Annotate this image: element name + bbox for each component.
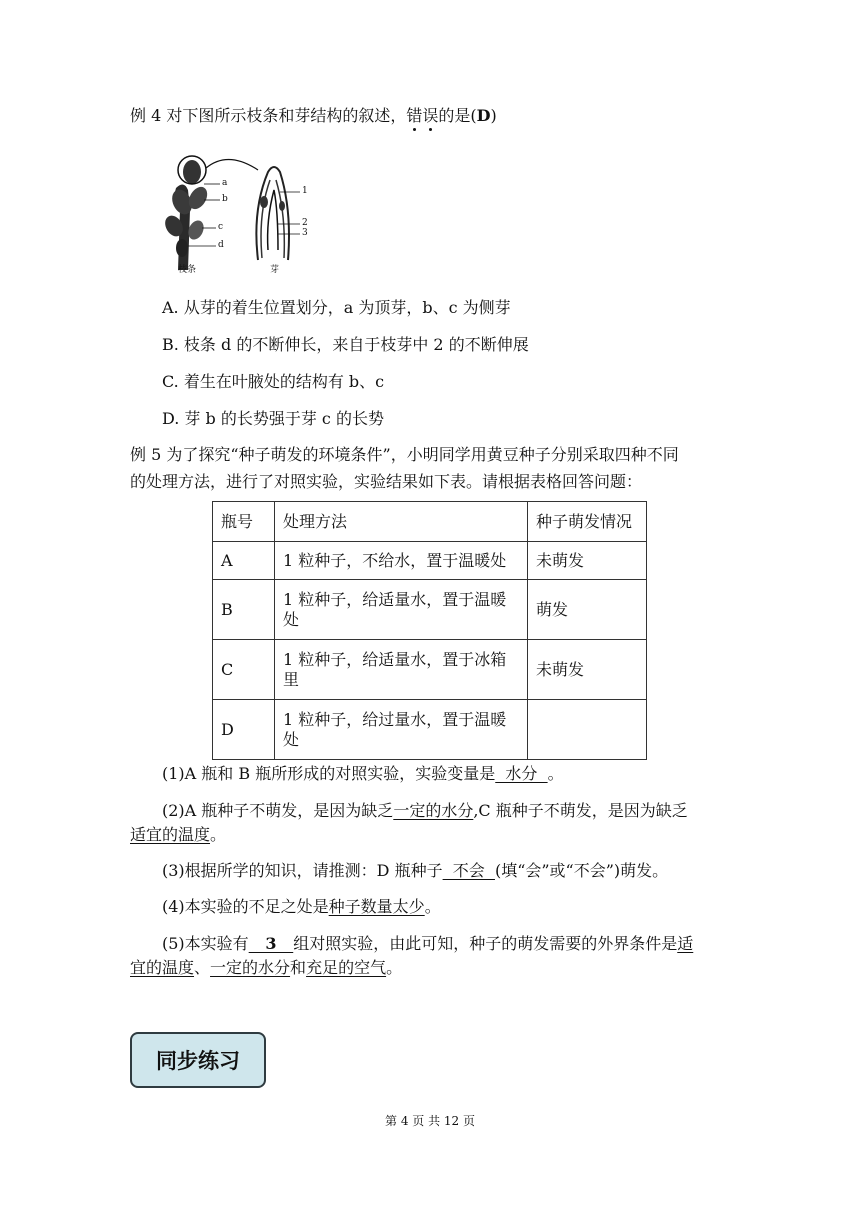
question-4: (4)本实验的不足之处是种子数量太少。	[162, 897, 441, 916]
option-a: A. 从芽的着生位置划分，a 为顶芽，b、c 为侧芽	[162, 298, 511, 317]
emphasis-char: 误	[422, 106, 439, 125]
answer-blank: 适宜的温度	[130, 825, 211, 844]
question-5-line1: (5)本实验有 3 组对照实验，由此可知，种子的萌发需要的外界条件是适	[162, 934, 694, 953]
option-d: D. 芽 b 的长势强于芽 c 的长势	[162, 409, 384, 428]
ex4-answer: D	[476, 106, 491, 125]
table-header: 种子萌发情况	[528, 502, 647, 542]
section-badge: 同步练习	[130, 1032, 266, 1088]
figure-label-a: a	[222, 178, 228, 188]
table-cell-id: D	[213, 700, 275, 760]
answer-blank: 水分	[495, 764, 548, 783]
figure-caption-bud: 芽	[270, 265, 280, 275]
table-cell-method: 1 粒种子，不给水，置于温暖处	[275, 542, 528, 580]
table-row	[213, 542, 647, 580]
answer-blank: 一定的水分	[393, 801, 474, 820]
ex5-line2: 的处理方法，进行了对照实验，实验结果如下表。请根据表格回答问题：	[130, 472, 643, 491]
table-cell-method: 1 粒种子，给适量水，置于温暖 处	[275, 580, 528, 640]
question-2-line2: 适宜的温度。	[130, 825, 227, 844]
option-b: B. 枝条 d 的不断伸长，来自于枝芽中 2 的不断伸展	[162, 335, 529, 354]
branch-bud-illustration	[158, 150, 318, 278]
table-cell-id: C	[213, 640, 275, 700]
table-row	[213, 640, 647, 700]
figure-label-c: c	[218, 222, 224, 232]
page-footer: 第 4 页 共 12 页	[385, 1114, 475, 1128]
table-cell-result: 未萌发	[528, 542, 647, 580]
emphasis-char: 错	[406, 106, 423, 125]
table-cell-method: 1 粒种子，给适量水，置于冰箱 里	[275, 640, 528, 700]
answer-blank: 适	[677, 934, 694, 953]
answer-blank: 充足的空气	[306, 958, 387, 977]
ex5-line1: 例 5 为了探究“种子萌发的环境条件”，小明同学用黄豆种子分别采取四种不同	[130, 445, 679, 464]
table-row	[213, 580, 647, 640]
answer-blank: 宜的温度	[130, 958, 195, 977]
table-header-row	[213, 502, 647, 542]
table-cell-result	[528, 700, 647, 760]
option-c: C. 着生在叶腋处的结构有 b、c	[162, 372, 385, 391]
answer-blank: 3	[248, 934, 294, 953]
question-5-line2: 宜的温度、一定的水分和充足的空气。	[130, 958, 403, 977]
answer-blank: 不会	[442, 861, 495, 880]
answer-blank: 种子数量太少	[328, 897, 425, 916]
figure-caption-branch: 枝条	[178, 265, 197, 275]
table-header: 处理方法	[275, 502, 528, 542]
question-3: (3)根据所学的知识，请推测：D 瓶种子 不会 (填“会”或“不会”)萌发。	[162, 861, 669, 880]
figure-label-1: 1	[302, 186, 308, 196]
table-header: 瓶号	[213, 502, 275, 542]
table-cell-result: 未萌发	[528, 640, 647, 700]
figure-label-2: 2	[302, 218, 308, 228]
answer-blank: 一定的水分	[210, 958, 291, 977]
figure-label-3: 3	[302, 228, 308, 238]
table-cell-method: 1 粒种子，给过量水，置于温暖 处	[275, 700, 528, 760]
ex4-heading: 例 4 对下图所示枝条和芽结构的叙述，错误的是(D)	[130, 106, 497, 125]
table-row	[213, 700, 647, 760]
question-2-line1: (2)A 瓶种子不萌发，是因为缺乏一定的水分,C 瓶种子不萌发，是因为缺乏	[162, 801, 688, 820]
table-cell-id: B	[213, 580, 275, 640]
experiment-table	[212, 501, 647, 760]
branch-bud-figure	[158, 150, 318, 278]
figure-label-b: b	[222, 194, 228, 204]
question-1: (1)A 瓶和 B 瓶所形成的对照实验，实验变量是 水分 。	[162, 764, 564, 783]
figure-label-d: d	[218, 240, 224, 250]
table-cell-result: 萌发	[528, 580, 647, 640]
table-cell-id: A	[213, 542, 275, 580]
